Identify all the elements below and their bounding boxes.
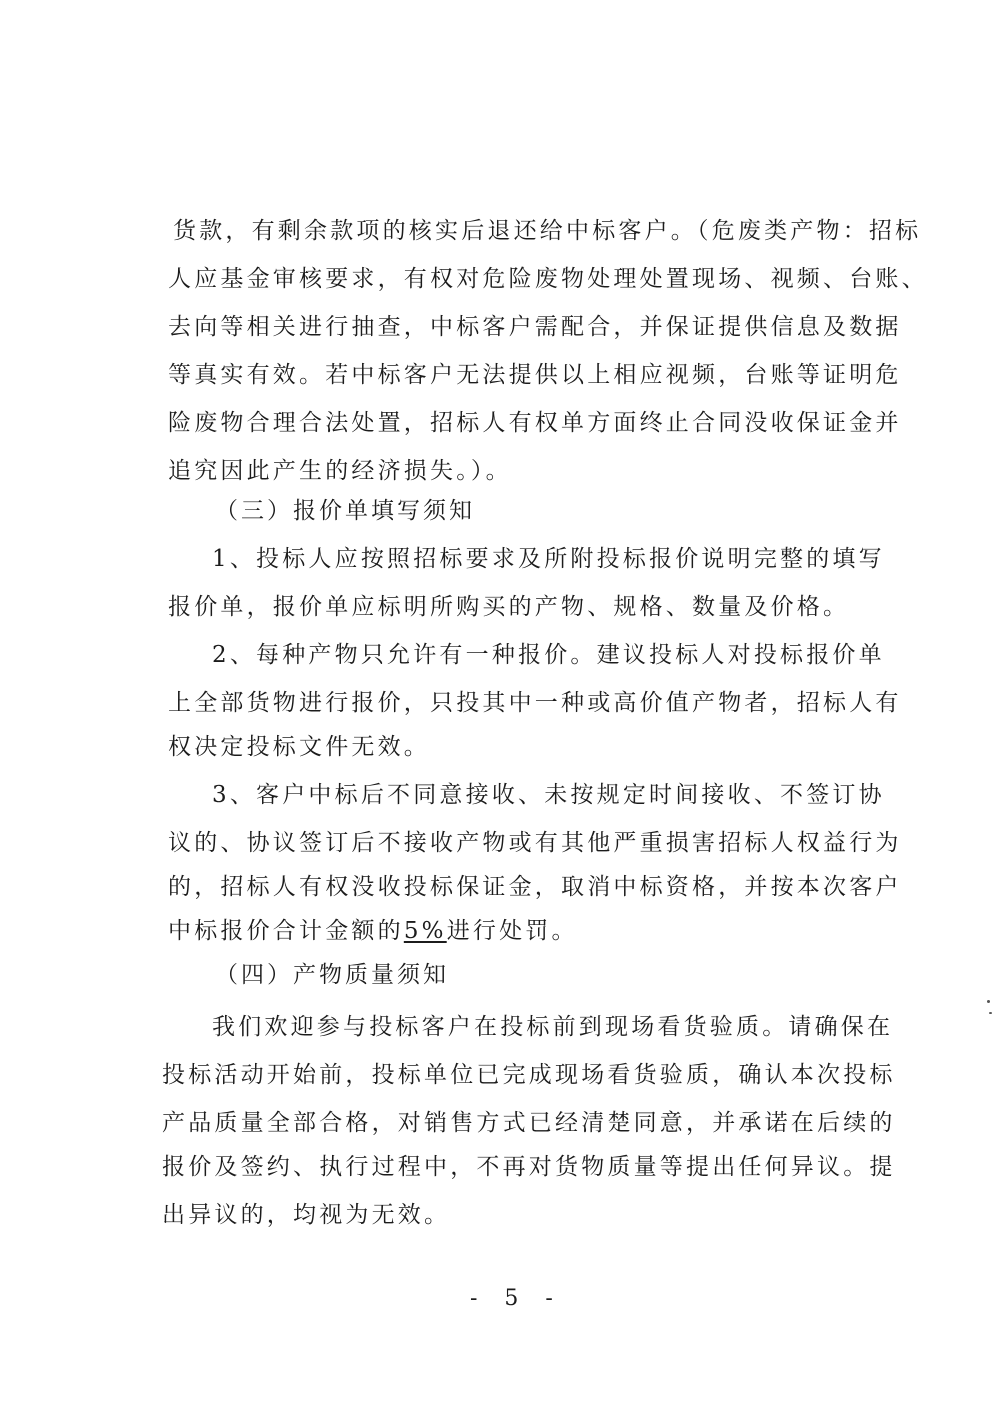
list-item-3-line: 的，招标人有权没收投标保证金，取消中标资格，并按本次客户 — [168, 874, 902, 900]
paragraph-line: 产品质量全部合格，对销售方式已经清楚同意，并承诺在后续的 — [162, 1110, 896, 1136]
list-item-3-line: 议的、协议签订后不接收产物或有其他严重损害招标人权益行为 — [168, 830, 902, 856]
list-item-3-line — [168, 914, 578, 948]
list-item-2-line: 上全部货物进行报价，只投其中一种或高价值产物者，招标人有 — [168, 690, 902, 716]
list-item-2-line: 2、每种产物只允许有一种报价。建议投标人对投标报价单 — [212, 642, 885, 668]
list-item-2-line: 权决定投标文件无效。 — [168, 734, 430, 760]
section-heading-3: （三）报价单填写须知 — [215, 498, 475, 524]
paragraph-line: 人应基金审核要求，有权对危险废物处理处置现场、视频、台账、 — [168, 266, 928, 292]
page-number: - 5 - — [470, 1286, 563, 1311]
paragraph-line: 等真实有效。若中标客户无法提供以上相应视频，台账等证明危 — [168, 362, 902, 388]
paragraph-line: 出异议的，均视为无效。 — [162, 1202, 451, 1228]
list-item-1-line: 1、投标人应按照招标要求及所附投标报价说明完整的填写 — [212, 546, 885, 572]
scan-speck — [989, 1012, 992, 1014]
scan-speck — [987, 1000, 990, 1003]
line-text: 中标报价合计金额的 — [168, 918, 404, 944]
list-item-1-line: 报价单，报价单应标明所购买的产物、规格、数量及价格。 — [168, 594, 850, 620]
line-text: 进行处罚。 — [446, 918, 578, 944]
penalty-percent: 5% — [403, 918, 447, 944]
section-heading-4: （四）产物质量须知 — [215, 962, 449, 988]
paragraph-line: 我们欢迎参与投标客户在投标前到现场看货验质。请确保在 — [212, 1014, 894, 1040]
paragraph-line: 追究因此产生的经济损失。）。 — [168, 458, 512, 484]
paragraph-line: 投标活动开始前，投标单位已完成现场看货验质，确认本次投标 — [162, 1062, 896, 1088]
paragraph-line: 报价及签约、执行过程中，不再对货物质量等提出任何异议。提 — [162, 1154, 896, 1180]
paragraph-line: 险废物合理合法处置，招标人有权单方面终止合同没收保证金并 — [168, 410, 902, 436]
paragraph-line: 去向等相关进行抽查，中标客户需配合，并保证提供信息及数据 — [168, 314, 902, 340]
list-item-3-line: 3、客户中标后不同意接收、未按规定时间接收、不签订协 — [212, 782, 885, 808]
paragraph-line: 货款，有剩余款项的核实后退还给中标客户。（危废类产物：招标 — [173, 218, 922, 244]
